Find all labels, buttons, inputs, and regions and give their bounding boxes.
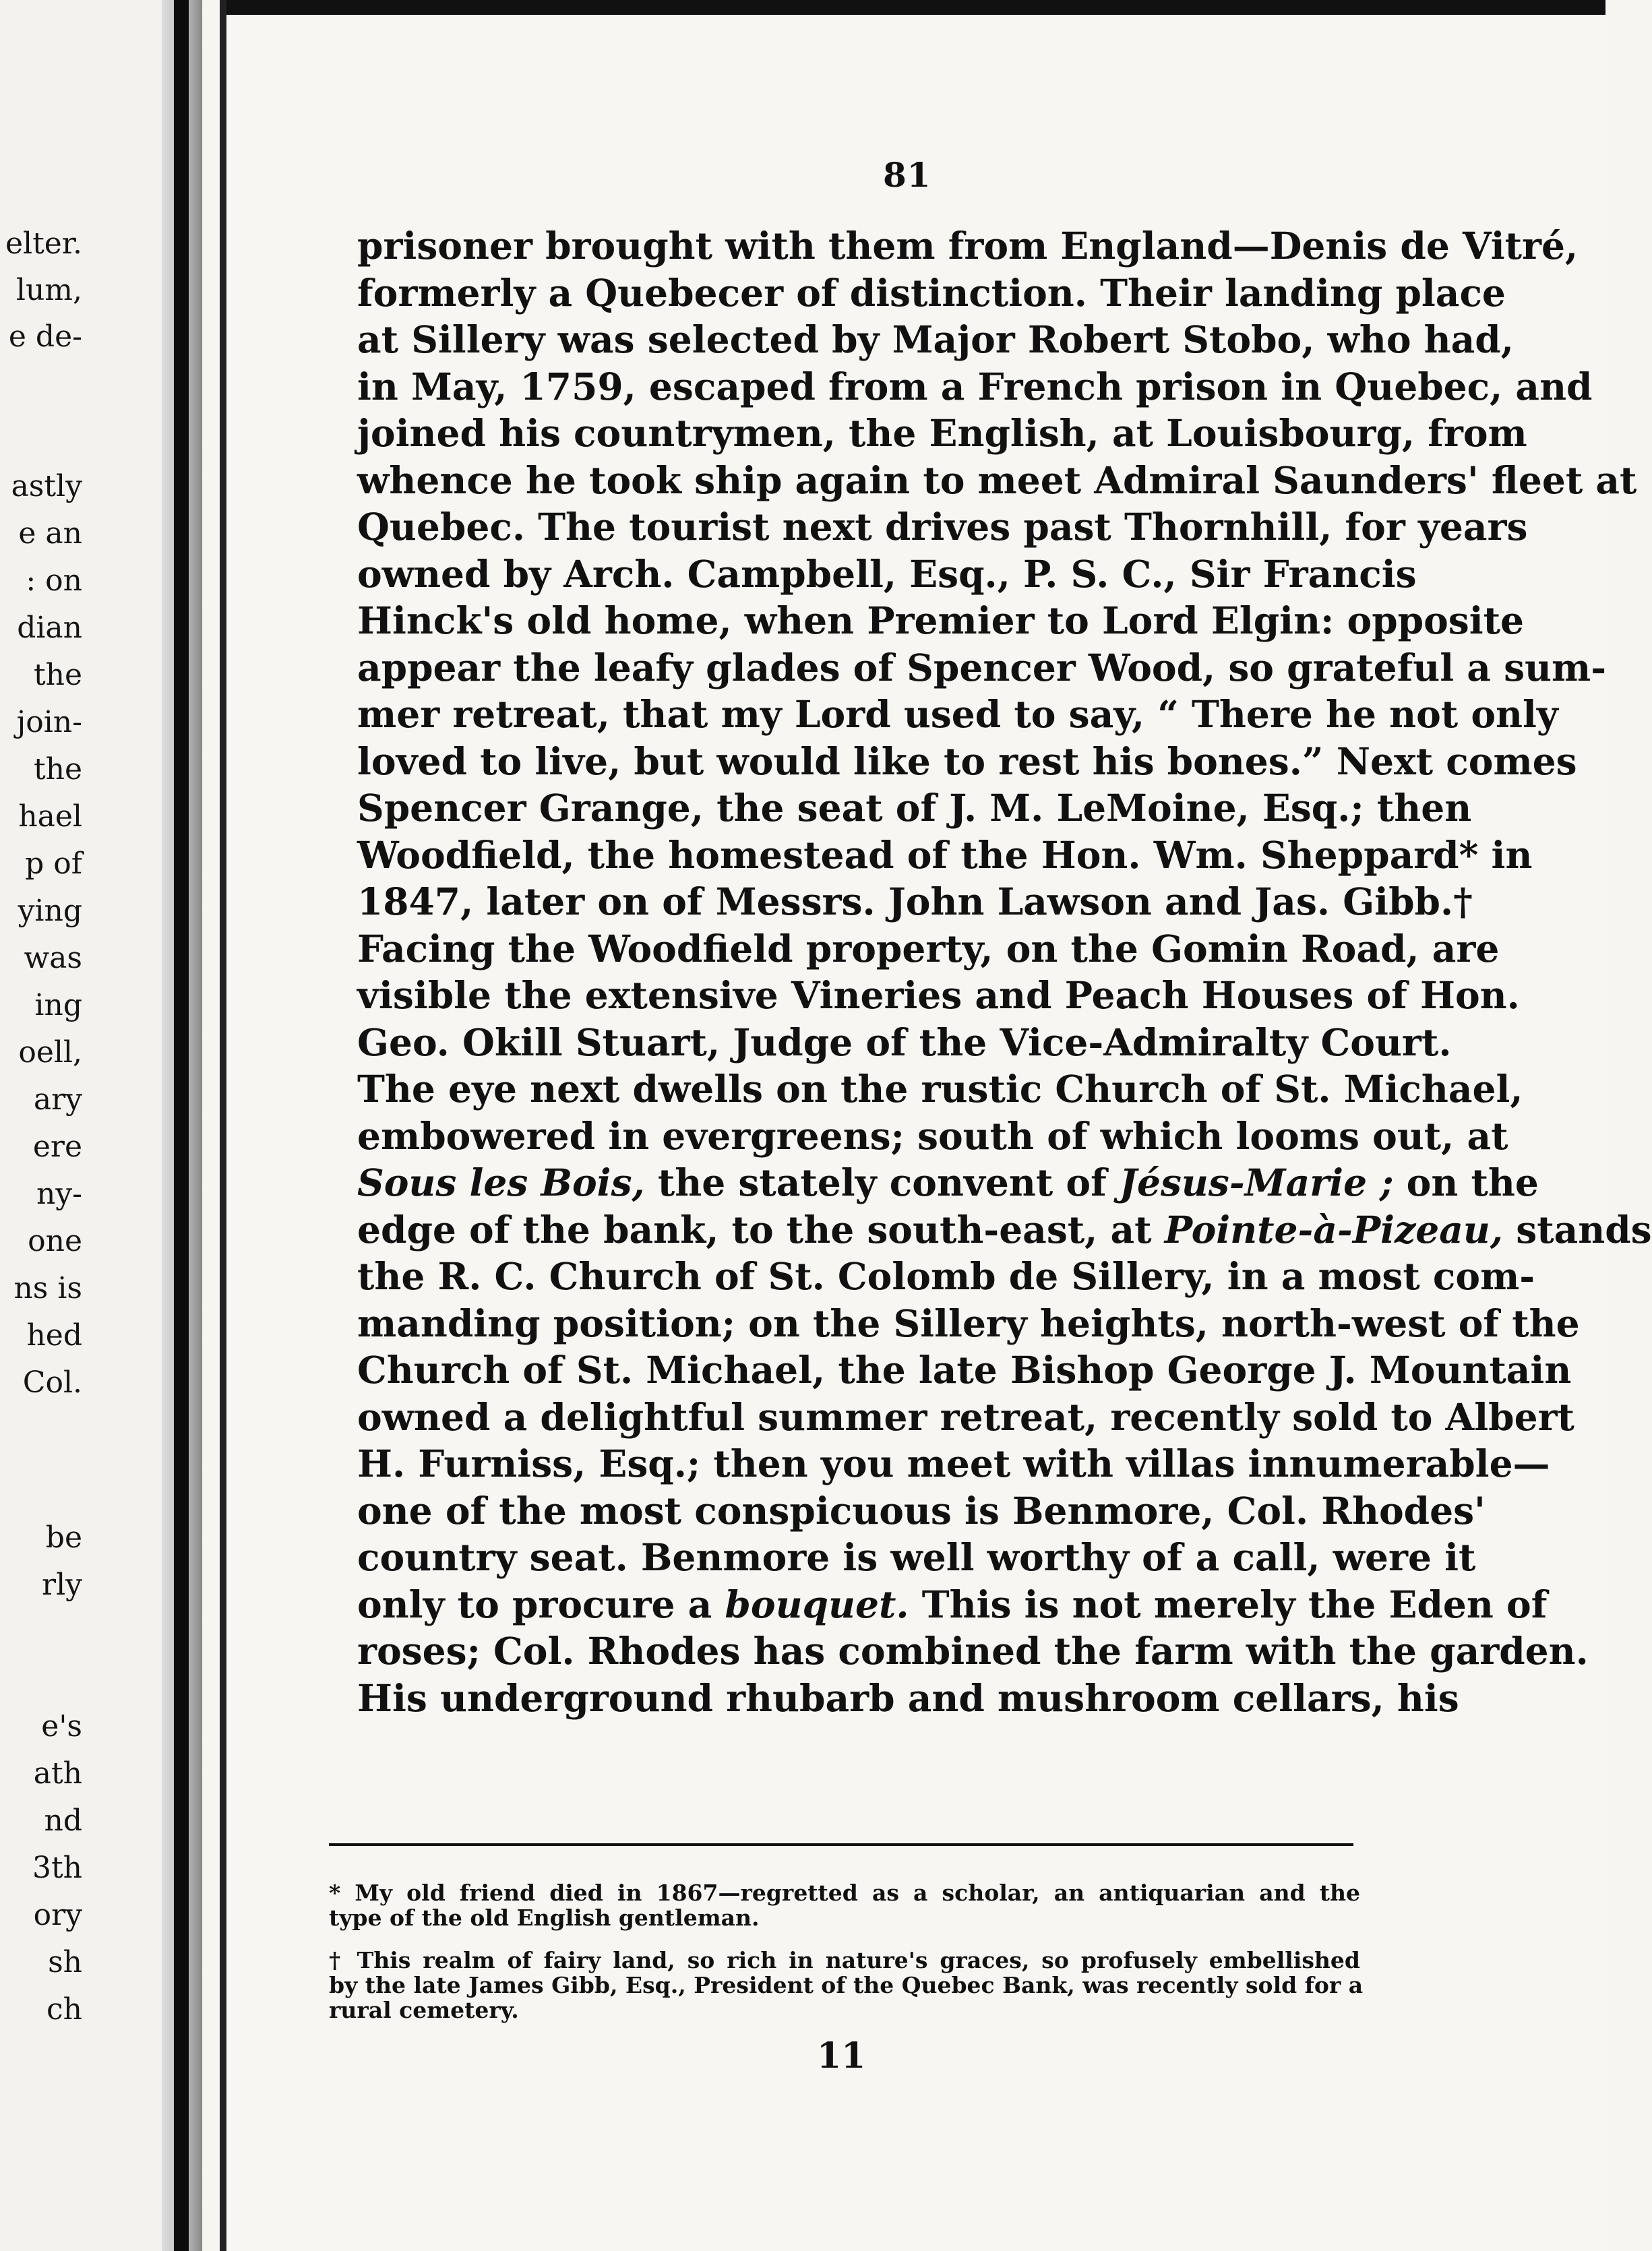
- italic-place-name: Sous les Bois,: [357, 1161, 645, 1204]
- text-run: the stately convent of: [644, 1161, 1120, 1204]
- facing-page-fragment: join-: [16, 705, 82, 739]
- footnote-rule: [329, 1843, 1353, 1846]
- text-line: whence he took ship again to meet Admiral Saunders' fleet at: [357, 458, 1637, 502]
- text-run: only to procure a: [357, 1582, 725, 1626]
- text-line: visible the extensive Vineries and Peach Houses of Hon.: [357, 973, 1520, 1017]
- facing-page-fragment: ns is: [13, 1271, 82, 1305]
- text-line: roses; Col. Rhodes has combined the farm with the garden.: [357, 1629, 1589, 1673]
- text-line: owned a delightful summer retreat, recently sold to Albert: [357, 1394, 1574, 1439]
- text-line: mer retreat, that my Lord used to say, “ There he not only: [357, 692, 1558, 736]
- facing-page-fragment: ory: [33, 1898, 82, 1932]
- facing-page-fragment: astly: [11, 469, 82, 503]
- text-line: Geo. Okill Stuart, Judge of the Vice-Admiralty Court.: [357, 1020, 1452, 1064]
- facing-page-edge: [0, 0, 177, 2251]
- text-line: Hinck's old home, when Premier to Lord Elgin: opposite: [357, 598, 1525, 642]
- facing-page-fragment: ying: [18, 894, 82, 928]
- footnote-line: type of the old English gentleman.: [329, 1905, 760, 1931]
- facing-page-fragment: was: [24, 941, 82, 975]
- text-line: Woodfield, the homestead of the Hon. Wm. Sheppard* in: [357, 832, 1533, 877]
- facing-page-fragment: nd: [44, 1803, 82, 1838]
- footnotes: [329, 1880, 1364, 2023]
- text-line: appear the leafy glades of Spencer Wood, so grateful a sum-: [357, 645, 1607, 689]
- footnote-gap: [329, 1930, 1360, 1948]
- facing-page-fragment: : on: [26, 563, 82, 598]
- footnote-line: by the late James Gibb, Esq., President of the Quebec Bank, was recently sold for a: [329, 1972, 1364, 1998]
- facing-page-fragment: sh: [48, 1945, 82, 1979]
- facing-page-fragment: e an: [18, 516, 82, 551]
- text-line: loved to live, but would like to rest his bones.” Next comes: [357, 739, 1577, 783]
- text-line: embowered in evergreens; south of which looms out, at: [357, 1113, 1508, 1158]
- text-line: His underground rhubarb and mushroom cellars, his: [357, 1675, 1459, 1720]
- text-line: [357, 1581, 1548, 1628]
- footnote-line: † This realm of fairy land, so rich in nature's graces, so profusely embellished: [329, 1947, 1360, 1973]
- text-line: country seat. Benmore is well worthy of a call, were it: [357, 1535, 1476, 1579]
- signature-mark: 11: [817, 2035, 866, 2076]
- text-line: joined his countrymen, the English, at Louisbourg, from: [357, 411, 1527, 455]
- footnote-line: rural cemetery.: [329, 1997, 519, 2023]
- italic-convent-name: Jésus-Marie ;: [1119, 1161, 1394, 1204]
- text-run: edge of the bank, to the south-east, at: [357, 1207, 1165, 1252]
- text-line: H. Furniss, Esq.; then you meet with villas innumerable—: [357, 1442, 1550, 1485]
- italic-word: bouquet.: [725, 1582, 909, 1626]
- facing-page-fragment: ath: [33, 1756, 82, 1791]
- text-line: the R. C. Church of St. Colomb de Sillery, in a most com-: [357, 1254, 1535, 1298]
- text-line: in May, 1759, escaped from a French prison in Quebec, and: [357, 364, 1593, 408]
- facing-page-fragment: ary: [33, 1082, 82, 1117]
- facing-page-fragment: ny-: [36, 1177, 82, 1211]
- facing-page-fragment: ere: [32, 1130, 82, 1164]
- body-text: [357, 222, 1652, 1721]
- text-line: manding position; on the Sillery heights, north-west of the: [357, 1301, 1580, 1345]
- page-edge-line: [220, 0, 226, 2251]
- italic-place-name: Pointe-à-Pizeau,: [1164, 1207, 1504, 1252]
- text-line: [357, 1206, 1652, 1254]
- facing-page-fragment: be: [45, 1520, 82, 1555]
- facing-page-fragment: hed: [26, 1318, 82, 1353]
- text-line: one of the most conspicuous is Benmore, Col. Rhodes': [357, 1488, 1486, 1533]
- facing-page-fragment: ing: [34, 988, 82, 1022]
- binding-edge: [174, 0, 189, 2251]
- top-edge-shadow: [222, 0, 1605, 15]
- facing-page-fragment: the: [33, 752, 82, 787]
- facing-page-fragment: e de-: [8, 319, 82, 354]
- facing-page-fragment: lum,: [16, 273, 82, 307]
- text-line: 1847, later on of Messrs. John Lawson and Jas. Gibb.†: [357, 880, 1473, 923]
- text-line: owned by Arch. Campbell, Esq., P. S. C., Sir Francis: [357, 551, 1417, 596]
- facing-page-fragment: oell,: [18, 1035, 82, 1070]
- text-line: Church of St. Michael, the late Bishop George J. Mountain: [357, 1348, 1572, 1392]
- text-line: Quebec. The tourist next drives past Thornhill, for years: [357, 505, 1528, 549]
- facing-page-fragment: one: [28, 1224, 82, 1258]
- text-line: [357, 1159, 1539, 1206]
- text-run: This is not merely the Eden of: [909, 1582, 1548, 1626]
- text-line: The eye next dwells on the rustic Church of St. Michael,: [357, 1067, 1523, 1111]
- text-line: formerly a Quebecer of distinction. Their landing place: [357, 270, 1506, 315]
- facing-page-fragment: elter.: [5, 226, 82, 261]
- text-line: prisoner brought with them from England—Denis de Vitré,: [357, 224, 1579, 268]
- text-line: Spencer Grange, the seat of J. M. LeMoine, Esq.; then: [357, 786, 1472, 830]
- facing-page-fragment: Col.: [22, 1365, 82, 1400]
- text-line: Facing the Woodfield property, on the Gomin Road, are: [357, 926, 1500, 970]
- text-run: on the: [1393, 1161, 1539, 1204]
- facing-page-fragment: hael: [18, 799, 82, 834]
- text-run: stands: [1503, 1207, 1652, 1252]
- facing-page-fragment: dian: [17, 611, 82, 645]
- facing-page-fragment: rly: [42, 1568, 82, 1602]
- facing-page-fragment: 3th: [32, 1851, 82, 1885]
- facing-page-fragment: p of: [25, 846, 82, 881]
- page-number: 81: [883, 155, 931, 195]
- facing-page-fragment: e's: [41, 1709, 82, 1744]
- facing-page-fragment: ch: [47, 1992, 82, 2027]
- text-line: at Sillery was selected by Major Robert Stobo, who had,: [357, 317, 1514, 361]
- footnote-line: * My old friend died in 1867—regretted as a scholar, an antiquarian and the: [329, 1880, 1360, 1906]
- facing-page-fragment: the: [33, 658, 82, 692]
